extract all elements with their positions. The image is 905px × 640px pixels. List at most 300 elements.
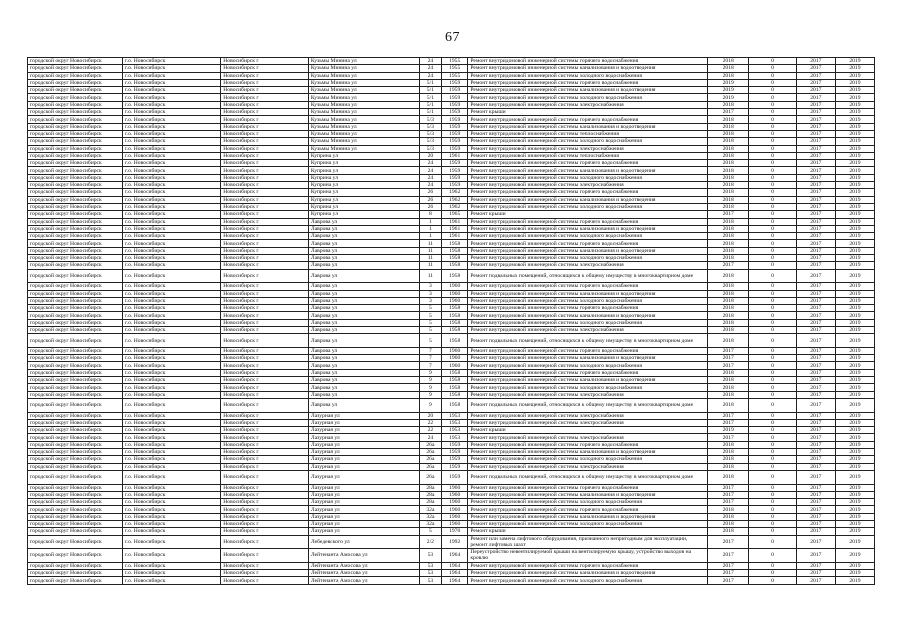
cell-okrug: городской округ Новосибирск: [28, 189, 123, 196]
cell-year_to: 2019: [835, 456, 874, 463]
table-row: [28, 528, 875, 535]
cell-year_built: 1959: [441, 94, 467, 101]
cell-okrug: городской округ Новосибирск: [28, 362, 123, 369]
cell-street: Лаврова ул: [308, 369, 419, 376]
cell-work: Ремонт внутридомовой инженерной системы горячего водоснабжения: [468, 283, 708, 290]
cell-value: 0: [749, 470, 797, 484]
cell-np: Новосибирск г: [221, 491, 309, 498]
cell-year_to: 2019: [835, 218, 874, 225]
cell-year_from: 2017: [796, 233, 835, 240]
cell-okrug: городской округ Новосибирск: [28, 94, 123, 101]
cell-value: 0: [749, 549, 797, 563]
cell-house: 3: [419, 290, 441, 297]
cell-street: Куприна ул: [308, 182, 419, 189]
cell-value: 0: [749, 326, 797, 333]
cell-year_from: 2017: [796, 463, 835, 470]
table-row: [28, 167, 875, 174]
cell-work: Ремонт внутридомовой инженерной системы канализования и водоотведения: [468, 312, 708, 319]
cell-house: 53: [419, 570, 441, 577]
cell-street: Кузьмы Минина ул: [308, 109, 419, 116]
cell-work: Ремонт внутридомовой инженерной системы канализования и водоотведения: [468, 491, 708, 498]
cell-house: 8: [419, 211, 441, 218]
cell-year_to: 2019: [835, 377, 874, 384]
cell-go: г.о. Новосибирск: [123, 123, 221, 130]
cell-np: Новосибирск г: [221, 419, 309, 426]
table-row: [28, 513, 875, 520]
cell-house: 24: [419, 182, 441, 189]
cell-house: 24: [419, 434, 441, 441]
cell-go: г.о. Новосибирск: [123, 167, 221, 174]
cell-year_to: 2019: [835, 262, 874, 269]
cell-house: 32а: [419, 513, 441, 520]
cell-year_built: 1970: [441, 528, 467, 535]
cell-street: Кузьмы Минина ул: [308, 94, 419, 101]
cell-np: Новосибирск г: [221, 484, 309, 491]
cell-go: г.о. Новосибирск: [123, 491, 221, 498]
cell-year_from: 2017: [796, 58, 835, 65]
cell-np: Новосибирск г: [221, 269, 309, 283]
cell-street: Лазурная ул: [308, 491, 419, 498]
cell-go: г.о. Новосибирск: [123, 109, 221, 116]
cell-year_built: 1958: [441, 305, 467, 312]
cell-work: Ремонт подвальных помещений, относящихся к общему имуществу в многоквартирном доме: [468, 269, 708, 283]
cell-year_plan: 2018: [708, 369, 749, 376]
cell-np: Новосибирск г: [221, 211, 309, 218]
cell-go: г.о. Новосибирск: [123, 152, 221, 159]
cell-house: 53: [419, 562, 441, 569]
cell-house: 26а: [419, 449, 441, 456]
cell-work: Ремонт внутридомовой инженерной системы канализования и водоотведения: [468, 449, 708, 456]
cell-year_built: 1953: [441, 434, 467, 441]
cell-np: Новосибирск г: [221, 513, 309, 520]
cell-np: Новосибирск г: [221, 535, 309, 549]
cell-house: 11: [419, 247, 441, 254]
table-row: [28, 463, 875, 470]
cell-np: Новосибирск г: [221, 391, 309, 398]
cell-year_to: 2019: [835, 87, 874, 94]
cell-house: 53: [419, 577, 441, 584]
cell-house: 53: [419, 549, 441, 563]
cell-value: 0: [749, 233, 797, 240]
cell-street: Кузьмы Минина ул: [308, 65, 419, 72]
cell-work: Ремонт крыши: [468, 427, 708, 434]
cell-street: Лазурная ул: [308, 470, 419, 484]
cell-np: Новосибирск г: [221, 218, 309, 225]
cell-year_built: 1955: [441, 58, 467, 65]
cell-value: 0: [749, 65, 797, 72]
cell-year_plan: 2017: [708, 347, 749, 354]
cell-year_built: 1959: [441, 441, 467, 448]
cell-go: г.о. Новосибирск: [123, 463, 221, 470]
cell-year_from: 2017: [796, 225, 835, 232]
cell-go: г.о. Новосибирск: [123, 247, 221, 254]
cell-np: Новосибирск г: [221, 384, 309, 391]
cell-go: г.о. Новосибирск: [123, 456, 221, 463]
cell-year_to: 2019: [835, 463, 874, 470]
cell-street: Кузьмы Минина ул: [308, 145, 419, 152]
cell-street: Лейтенанта Амосова ул: [308, 562, 419, 569]
cell-year_built: 1992: [441, 535, 467, 549]
cell-work: Ремонт внутридомовой инженерной системы холодного водоснабжения: [468, 362, 708, 369]
cell-okrug: городской округ Новосибирск: [28, 123, 123, 130]
cell-year_from: 2017: [796, 218, 835, 225]
table-row: [28, 470, 875, 484]
cell-year_plan: 2018: [708, 334, 749, 348]
cell-year_built: 1964: [441, 562, 467, 569]
cell-year_from: 2017: [796, 355, 835, 362]
cell-house: 5/1: [419, 101, 441, 108]
table-row: [28, 297, 875, 304]
cell-year_plan: 2017: [708, 562, 749, 569]
cell-street: Куприна ул: [308, 211, 419, 218]
cell-year_to: 2019: [835, 398, 874, 412]
table-row: [28, 491, 875, 498]
cell-street: Лаврова ул: [308, 247, 419, 254]
cell-year_to: 2019: [835, 513, 874, 520]
cell-year_to: 2019: [835, 79, 874, 86]
table-row: [28, 152, 875, 159]
cell-go: г.о. Новосибирск: [123, 570, 221, 577]
cell-house: 28а: [419, 484, 441, 491]
cell-np: Новосибирск г: [221, 499, 309, 506]
cell-okrug: городской округ Новосибирск: [28, 255, 123, 262]
cell-go: г.о. Новосибирск: [123, 101, 221, 108]
cell-year_to: 2019: [835, 355, 874, 362]
cell-year_built: 1959: [441, 174, 467, 181]
cell-np: Новосибирск г: [221, 521, 309, 528]
cell-house: 5: [419, 305, 441, 312]
cell-year_built: 1960: [441, 355, 467, 362]
cell-year_from: 2017: [796, 441, 835, 448]
cell-year_from: 2017: [796, 297, 835, 304]
cell-year_plan: 2018: [708, 72, 749, 79]
cell-year_to: 2019: [835, 441, 874, 448]
cell-okrug: городской округ Новосибирск: [28, 570, 123, 577]
cell-okrug: городской округ Новосибирск: [28, 484, 123, 491]
cell-year_from: 2017: [796, 160, 835, 167]
cell-value: 0: [749, 116, 797, 123]
cell-street: Лаврова ул: [308, 218, 419, 225]
cell-year_built: 1953: [441, 419, 467, 426]
cell-okrug: городской округ Новосибирск: [28, 152, 123, 159]
cell-work: Ремонт внутридомовой инженерной системы канализования и водоотведения: [468, 87, 708, 94]
cell-street: Куприна ул: [308, 160, 419, 167]
cell-year_built: 1960: [441, 491, 467, 498]
cell-work: Ремонт внутридомовой инженерной системы канализования и водоотведения: [468, 513, 708, 520]
cell-value: 0: [749, 334, 797, 348]
cell-year_plan: 2018: [708, 269, 749, 283]
cell-value: 0: [749, 79, 797, 86]
cell-go: г.о. Новосибирск: [123, 499, 221, 506]
cell-work: Ремонт внутридомовой инженерной системы холодного водоснабжения: [468, 297, 708, 304]
cell-np: Новосибирск г: [221, 130, 309, 137]
cell-year_to: 2019: [835, 369, 874, 376]
cell-house: 5/3: [419, 138, 441, 145]
cell-year_plan: 2018: [708, 391, 749, 398]
cell-year_from: 2017: [796, 398, 835, 412]
table-row: [28, 233, 875, 240]
cell-year_to: 2019: [835, 130, 874, 137]
cell-street: Лейтенанта Амосова ул: [308, 549, 419, 563]
cell-work: Ремонт внутридомовой инженерной системы электроснабжения: [468, 326, 708, 333]
cell-street: Лейтенанта Амосова ул: [308, 577, 419, 584]
cell-value: 0: [749, 521, 797, 528]
cell-value: 0: [749, 456, 797, 463]
cell-street: Куприна ул: [308, 167, 419, 174]
cell-np: Новосибирск г: [221, 427, 309, 434]
cell-value: 0: [749, 123, 797, 130]
cell-value: 0: [749, 240, 797, 247]
cell-value: 0: [749, 72, 797, 79]
cell-year_plan: 2018: [708, 470, 749, 484]
cell-year_to: 2019: [835, 290, 874, 297]
table-row: [28, 312, 875, 319]
cell-year_plan: 2019: [708, 87, 749, 94]
cell-year_plan: 2019: [708, 94, 749, 101]
cell-okrug: городской округ Новосибирск: [28, 109, 123, 116]
cell-work: Ремонт внутридомовой инженерной системы канализования и водоотведения: [468, 196, 708, 203]
cell-year_plan: 2018: [708, 130, 749, 137]
cell-year_from: 2017: [796, 123, 835, 130]
cell-work: Ремонт внутридомовой инженерной системы канализования и водоотведения: [468, 290, 708, 297]
cell-work: Ремонт крыши: [468, 528, 708, 535]
cell-year_built: 1959: [441, 130, 467, 137]
cell-go: г.о. Новосибирск: [123, 562, 221, 569]
cell-street: Кузьмы Минина ул: [308, 123, 419, 130]
cell-year_built: 1960: [441, 283, 467, 290]
cell-street: Лаврова ул: [308, 326, 419, 333]
cell-go: г.о. Новосибирск: [123, 312, 221, 319]
cell-year_plan: 2019: [708, 79, 749, 86]
cell-year_to: 2019: [835, 347, 874, 354]
cell-go: г.о. Новосибирск: [123, 391, 221, 398]
cell-okrug: городской округ Новосибирск: [28, 211, 123, 218]
cell-year_from: 2017: [796, 174, 835, 181]
cell-year_to: 2019: [835, 449, 874, 456]
cell-work: Ремонт внутридомовой инженерной системы электроснабжения: [468, 391, 708, 398]
cell-house: 20: [419, 152, 441, 159]
cell-year_built: 1959: [441, 463, 467, 470]
cell-np: Новосибирск г: [221, 562, 309, 569]
cell-year_from: 2017: [796, 412, 835, 419]
cell-value: 0: [749, 152, 797, 159]
cell-year_from: 2017: [796, 203, 835, 210]
table-row: [28, 434, 875, 441]
cell-street: Лазурная ул: [308, 463, 419, 470]
cell-work: Ремонт внутридомовой инженерной системы канализования и водоотведения: [468, 570, 708, 577]
cell-np: Новосибирск г: [221, 528, 309, 535]
cell-np: Новосибирск г: [221, 334, 309, 348]
cell-year_built: 1958: [441, 247, 467, 254]
cell-year_plan: 2017: [708, 412, 749, 419]
cell-year_from: 2017: [796, 513, 835, 520]
table-row: [28, 145, 875, 152]
cell-house: 24: [419, 160, 441, 167]
cell-house: 24: [419, 72, 441, 79]
cell-go: г.о. Новосибирск: [123, 521, 221, 528]
cell-year_built: 1959: [441, 167, 467, 174]
cell-value: 0: [749, 196, 797, 203]
table-row: [28, 549, 875, 563]
cell-okrug: городской округ Новосибирск: [28, 441, 123, 448]
cell-house: 32а: [419, 521, 441, 528]
table-row: [28, 305, 875, 312]
cell-okrug: городской округ Новосибирск: [28, 355, 123, 362]
cell-year_plan: 2018: [708, 312, 749, 319]
cell-value: 0: [749, 377, 797, 384]
cell-year_built: 1959: [441, 449, 467, 456]
cell-year_to: 2019: [835, 138, 874, 145]
cell-house: 9: [419, 369, 441, 376]
cell-okrug: городской округ Новосибирск: [28, 412, 123, 419]
cell-go: г.о. Новосибирск: [123, 297, 221, 304]
cell-value: 0: [749, 203, 797, 210]
cell-house: 5/1: [419, 94, 441, 101]
cell-np: Новосибирск г: [221, 79, 309, 86]
table-row: [28, 347, 875, 354]
cell-year_plan: 2018: [708, 167, 749, 174]
cell-year_built: 1964: [441, 577, 467, 584]
cell-np: Новосибирск г: [221, 101, 309, 108]
cell-okrug: городской округ Новосибирск: [28, 65, 123, 72]
cell-np: Новосибирск г: [221, 167, 309, 174]
cell-value: 0: [749, 427, 797, 434]
cell-work: Ремонт внутридомовой инженерной системы холодного водоснабжения: [468, 577, 708, 584]
cell-okrug: городской округ Новосибирск: [28, 58, 123, 65]
cell-year_to: 2019: [835, 362, 874, 369]
cell-year_to: 2019: [835, 174, 874, 181]
cell-np: Новосибирск г: [221, 549, 309, 563]
cell-year_plan: 2018: [708, 174, 749, 181]
cell-street: Куприна ул: [308, 174, 419, 181]
cell-street: Лаврова ул: [308, 377, 419, 384]
cell-okrug: городской округ Новосибирск: [28, 145, 123, 152]
cell-go: г.о. Новосибирск: [123, 240, 221, 247]
cell-year_plan: 2017: [708, 549, 749, 563]
cell-street: Кузьмы Минина ул: [308, 79, 419, 86]
cell-work: Ремонт внутридомовой инженерной системы холодного водоснабжения: [468, 255, 708, 262]
cell-year_built: 1958: [441, 398, 467, 412]
cell-street: Лаврова ул: [308, 355, 419, 362]
cell-value: 0: [749, 247, 797, 254]
cell-year_from: 2017: [796, 499, 835, 506]
cell-work: Ремонт внутридомовой инженерной системы электроснабжения: [468, 182, 708, 189]
cell-year_built: 1960: [441, 513, 467, 520]
cell-np: Новосибирск г: [221, 233, 309, 240]
cell-work: Ремонт внутридомовой инженерной системы холодного водоснабжения: [468, 203, 708, 210]
cell-street: Лебедевского ул: [308, 535, 419, 549]
cell-year_plan: 2018: [708, 255, 749, 262]
cell-house: 5: [419, 326, 441, 333]
cell-house: 26а: [419, 456, 441, 463]
cell-value: 0: [749, 570, 797, 577]
cell-np: Новосибирск г: [221, 196, 309, 203]
cell-go: г.о. Новосибирск: [123, 160, 221, 167]
table-row: [28, 247, 875, 254]
cell-year_built: 1965: [441, 211, 467, 218]
cell-value: 0: [749, 513, 797, 520]
cell-year_plan: 2018: [708, 152, 749, 159]
cell-year_plan: 2017: [708, 577, 749, 584]
cell-okrug: городской округ Новосибирск: [28, 499, 123, 506]
cell-house: 9: [419, 377, 441, 384]
cell-work: Ремонт внутридомовой инженерной системы холодного водоснабжения: [468, 521, 708, 528]
cell-okrug: городской округ Новосибирск: [28, 262, 123, 269]
cell-work: Ремонт внутридомовой инженерной системы горячего водоснабжения: [468, 189, 708, 196]
cell-house: 1: [419, 233, 441, 240]
cell-value: 0: [749, 419, 797, 426]
cell-work: Ремонт внутридомовой инженерной системы канализования и водоотведения: [468, 167, 708, 174]
cell-okrug: городской округ Новосибирск: [28, 305, 123, 312]
cell-okrug: городской округ Новосибирск: [28, 138, 123, 145]
cell-street: Лазурная ул: [308, 506, 419, 513]
cell-go: г.о. Новосибирск: [123, 196, 221, 203]
cell-value: 0: [749, 463, 797, 470]
cell-house: 7: [419, 347, 441, 354]
cell-go: г.о. Новосибирск: [123, 377, 221, 384]
cell-year_built: 1959: [441, 145, 467, 152]
cell-work: Ремонт подвальных помещений, относящихся к общему имуществу в многоквартирном доме: [468, 334, 708, 348]
cell-year_plan: 2018: [708, 189, 749, 196]
cell-year_to: 2019: [835, 109, 874, 116]
cell-year_to: 2019: [835, 384, 874, 391]
cell-year_built: 1959: [441, 123, 467, 130]
cell-value: 0: [749, 94, 797, 101]
cell-year_plan: 2018: [708, 377, 749, 384]
cell-year_to: 2019: [835, 319, 874, 326]
cell-street: Лаврова ул: [308, 312, 419, 319]
cell-value: 0: [749, 305, 797, 312]
table-row: [28, 398, 875, 412]
table-row: [28, 160, 875, 167]
cell-year_plan: 2018: [708, 326, 749, 333]
cell-year_from: 2017: [796, 384, 835, 391]
cell-work: Ремонт внутридомовой инженерной системы холодного водоснабжения: [468, 94, 708, 101]
table-row: [28, 290, 875, 297]
cell-go: г.о. Новосибирск: [123, 535, 221, 549]
cell-np: Новосибирск г: [221, 347, 309, 354]
table-row: [28, 225, 875, 232]
table-row: [28, 65, 875, 72]
cell-house: 11: [419, 262, 441, 269]
cell-year_to: 2019: [835, 72, 874, 79]
cell-year_built: 1955: [441, 72, 467, 79]
cell-year_to: 2019: [835, 160, 874, 167]
cell-go: г.о. Новосибирск: [123, 58, 221, 65]
cell-np: Новосибирск г: [221, 312, 309, 319]
cell-street: Куприна ул: [308, 189, 419, 196]
cell-year_from: 2017: [796, 101, 835, 108]
cell-year_to: 2019: [835, 196, 874, 203]
table-row: [28, 196, 875, 203]
cell-np: Новосибирск г: [221, 326, 309, 333]
cell-house: 26: [419, 203, 441, 210]
cell-okrug: городской округ Новосибирск: [28, 562, 123, 569]
cell-street: Лаврова ул: [308, 391, 419, 398]
table-row: [28, 521, 875, 528]
cell-year_from: 2017: [796, 269, 835, 283]
cell-year_from: 2017: [796, 427, 835, 434]
cell-work: Ремонт внутридомовой инженерной системы электроснабжения: [468, 419, 708, 426]
cell-okrug: городской округ Новосибирск: [28, 72, 123, 79]
cell-go: г.о. Новосибирск: [123, 211, 221, 218]
cell-go: г.о. Новосибирск: [123, 513, 221, 520]
cell-year_from: 2017: [796, 109, 835, 116]
cell-year_built: 1959: [441, 160, 467, 167]
cell-np: Новосибирск г: [221, 225, 309, 232]
cell-np: Новосибирск г: [221, 65, 309, 72]
cell-np: Новосибирск г: [221, 362, 309, 369]
